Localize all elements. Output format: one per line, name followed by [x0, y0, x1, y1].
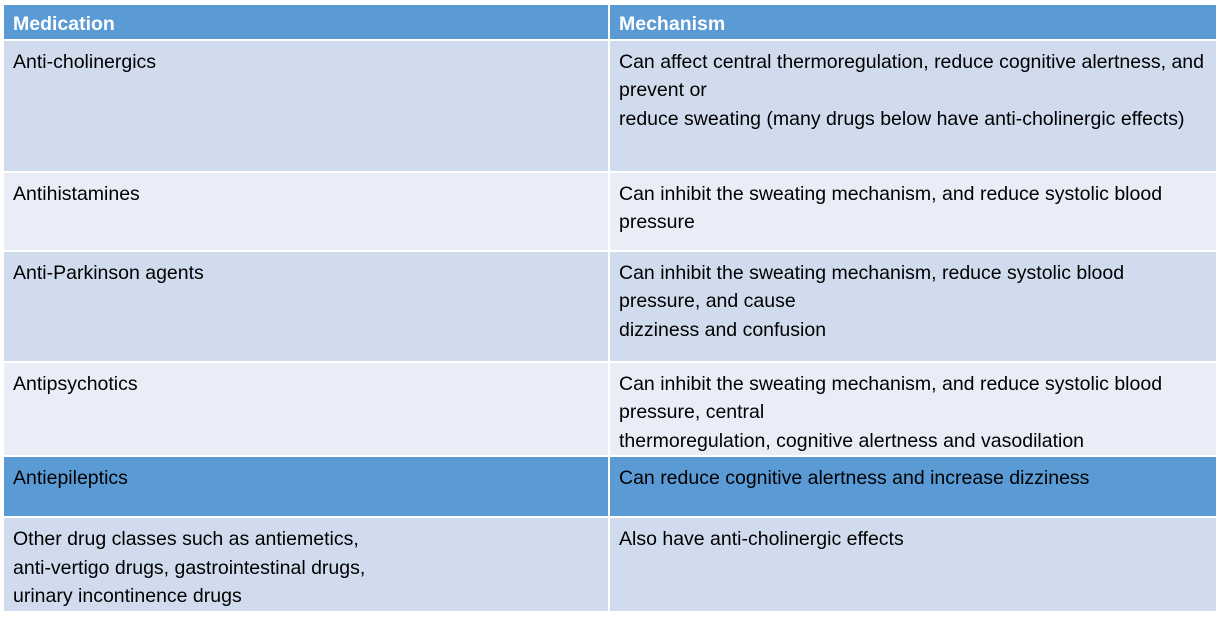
header-mechanism: Mechanism [609, 4, 1217, 40]
table-row [3, 362, 1217, 457]
table-row-highlighted [3, 456, 1217, 517]
table-row [3, 517, 1217, 612]
mechanism-cell: Also have anti-cholinergic effects [609, 517, 1217, 612]
medication-cell: Anti-Parkinson agents [3, 251, 609, 362]
header-medication: Medication [3, 4, 609, 40]
medication-cell: Other drug classes such as antiemetics, anti-vertigo drugs, gastrointestinal drugs, urinary incontinence drugs [3, 517, 609, 612]
medication-cell: Antihistamines [3, 172, 609, 251]
mechanism-cell: Can inhibit the sweating mechanism, and reduce systolic blood pressure, central thermoregulation, cognitive alertness and vasodilation [609, 362, 1217, 457]
mechanism-cell: Can inhibit the sweating mechanism, and reduce systolic blood pressure [609, 172, 1217, 251]
table-header-row [3, 4, 1217, 40]
medication-cell: Antipsychotics [3, 362, 609, 457]
medication-cell: Anti-cholinergics [3, 40, 609, 172]
medication-mechanism-table [2, 3, 1218, 613]
mechanism-cell: Can reduce cognitive alertness and increase dizziness [609, 456, 1217, 517]
table-row [3, 251, 1217, 362]
table-row [3, 172, 1217, 251]
medication-cell: Antiepileptics [3, 456, 609, 517]
table-row [3, 40, 1217, 172]
mechanism-cell: Can inhibit the sweating mechanism, reduce systolic blood pressure, and cause dizziness and confusion [609, 251, 1217, 362]
mechanism-cell: Can affect central thermoregulation, reduce cognitive alertness, and prevent or reduce sweating (many drugs below have anti-cholinergic effects) [609, 40, 1217, 172]
